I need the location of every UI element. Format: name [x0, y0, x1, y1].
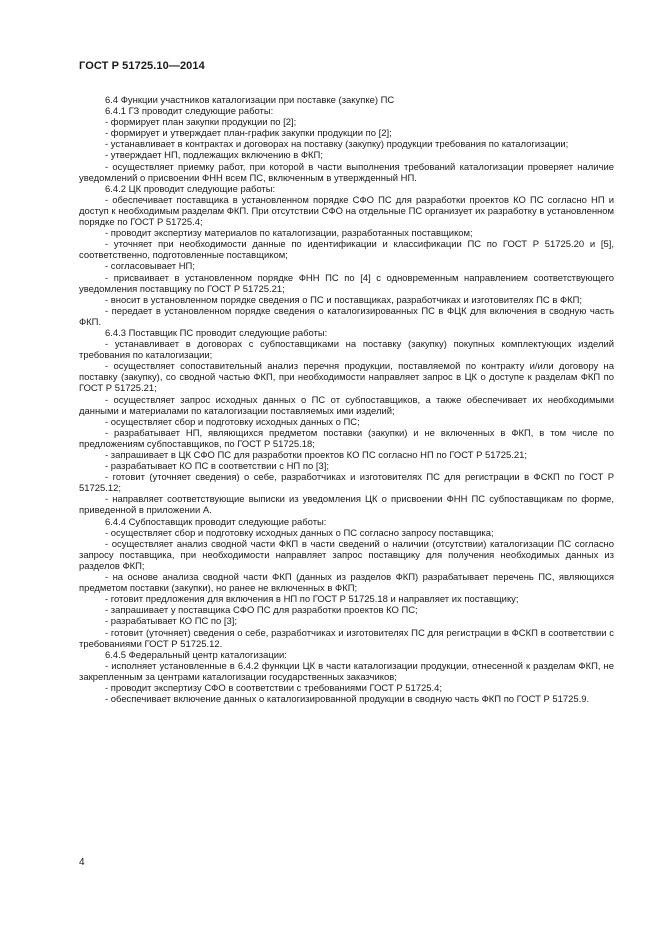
paragraph: - направляет соответствующие выписки из уведомления ЦК о присвоении ФНН ПС субпоставщикам по форме, приведенной в приложении А.	[79, 494, 614, 517]
paragraph: - проводит экспертизу СФО в соответствии с требованиями ГОСТ Р 51725.4;	[105, 682, 442, 694]
paragraph: - формирует план закупки продукции по [2];	[105, 117, 297, 129]
paragraph: - вносит в установленном порядке сведения о ПС и поставщиках, разработчиках и изготовителях ПС в ФКП;	[105, 294, 583, 306]
paragraph: - готовит (уточняет сведения) о себе, разработчиках и изготовителях ПС для регистрации в ФСКП по ГОСТ Р 51725.12;	[79, 472, 614, 495]
paragraph: - разрабатывает КО ПС по [3];	[105, 616, 238, 628]
paragraph: - присваивает в установленном порядке ФНН ПС по [4] с одновременным направлением соответствующего уведомления поставщику по ГОСТ Р 51725.21;	[79, 272, 614, 295]
paragraph: - передает в установленном порядке сведения о каталогизированных ПС в ФЦК для включения в сводную часть ФКП.	[79, 305, 614, 328]
paragraph: - осуществляет приемку работ, при которой в части выполнения требований каталогизации проверяет наличие уведомлений о присвоении ФНН всем ПС, включенным в утвержденный НП.	[79, 161, 614, 184]
paragraph: 6.4.4 Субпоставщик проводит следующие работы:	[105, 516, 327, 528]
paragraph: - осуществляет запрос исходных данных о ПС от субпоставщиков, а также обеспечивает их необходимыми данными и материалами по каталогизации поставляемых ими изделий;	[79, 394, 614, 417]
paragraph: - проводит экспертизу материалов по каталогизации, разработанных поставщиком;	[105, 228, 473, 240]
paragraph: - разрабатывает КО ПС в соответствии с НП по [3];	[105, 461, 329, 473]
document-body	[79, 95, 614, 705]
paragraph: - готовит предложения для включения в НП по ГОСТ Р 51725.18 и направляет их поставщику;	[105, 594, 519, 606]
page-number: 4	[79, 857, 85, 868]
paragraph: - обеспечивает включение данных о каталогизированной продукции в сводную часть ФКП по ГОСТ Р 51725.9.	[105, 694, 590, 706]
paragraph: - осуществляет сбор и подготовку исходных данных о ПС согласно запросу поставщика;	[105, 527, 494, 539]
paragraph: 6.4.2 ЦК проводит следующие работы:	[105, 183, 276, 195]
paragraph: - на основе анализа сводной части ФКП (данных из разделов ФКП) разрабатывает перечень ПС, являющихся предметом поставки (закупки), но ранее не включенных в ФКП;	[79, 572, 614, 595]
paragraph: - устанавливает в контрактах и договорах на поставку (закупку) продукции требования по каталогизации;	[105, 139, 569, 151]
paragraph: - исполняет установленные в 6.4.2 функции ЦК в части каталогизации продукции, отнесенной к разделам ФКП, не закрепленным за центрами каталогизации государственных заказчиков;	[79, 660, 614, 683]
document-header: ГОСТ Р 51725.10—2014	[79, 60, 205, 72]
paragraph: - устанавливает в договорах с субпоставщиками на поставку (закупку) покупных комплектующих изделий требования по каталогизации;	[79, 339, 614, 362]
paragraph: - осуществляет сбор и подготовку исходных данных о ПС;	[105, 416, 360, 428]
paragraph: - формирует и утверждает план-график закупки продукции по [2];	[105, 128, 392, 140]
paragraph: - обеспечивает поставщика в установленном порядке СФО ПС для разработки проектов КО ПС согласно НП и доступ к необходимым разделам ФКП. При отсутствии СФО на отдельные ПС организует их разработку в установленном порядке по ГОСТ Р 51725.4;	[79, 194, 614, 229]
paragraph: 6.4 Функции участников каталогизации при поставке (закупке) ПС	[105, 95, 395, 106]
paragraph: - уточняет при необходимости данные по идентификации и классификации ПС по ГОСТ Р 51725.20 и [5], соответственно, подготовленные поставщиком;	[79, 239, 614, 262]
paragraph: 6.4.3 Поставщик ПС проводит следующие работы:	[105, 327, 328, 339]
paragraph: - осуществляет сопоставительный анализ перечня продукции, поставляемой по контракту и/или договору на поставку (закупку), со сводной частью ФКП, при необходимости направляет запрос в ЦК о доступе к разделам ФКП по ГОСТ Р 51725.21;	[79, 361, 614, 395]
paragraph: - осуществляет анализ сводной части ФКП в части сведений о наличии (отсутствии) каталогизации ПС согласно запросу поставщика, при необходимости направляет запрос поставщику для получения необходимых данных из разделов ФКП;	[79, 538, 614, 572]
paragraph: 6.4.1 ГЗ проводит следующие работы:	[105, 106, 274, 118]
paragraph: - готовит (уточняет) сведения о себе, разработчиках и изготовителях ПС для регистрации в ФСКП в соответствии с требованиями ГОСТ Р 51725.12.	[79, 627, 614, 650]
paragraph: - запрашивает в ЦК СФО ПС для разработки проектов КО ПС согласно НП по ГОСТ Р 51725.21;	[105, 450, 528, 461]
paragraph: - запрашивает у поставщика СФО ПС для разработки проектов КО ПС;	[105, 605, 418, 617]
paragraph: - разрабатывает НП, являющихся предметом поставки (закупки) и не включенных в ФКП, в том числе по предложениям субпоставщиков, по ГОСТ Р 51725.18;	[79, 427, 614, 450]
paragraph: - согласовывает НП;	[105, 261, 195, 273]
paragraph: 6.4.5 Федеральный центр каталогизации:	[105, 649, 287, 661]
paragraph: - утверждает НП, подлежащих включению в ФКП;	[105, 150, 323, 162]
